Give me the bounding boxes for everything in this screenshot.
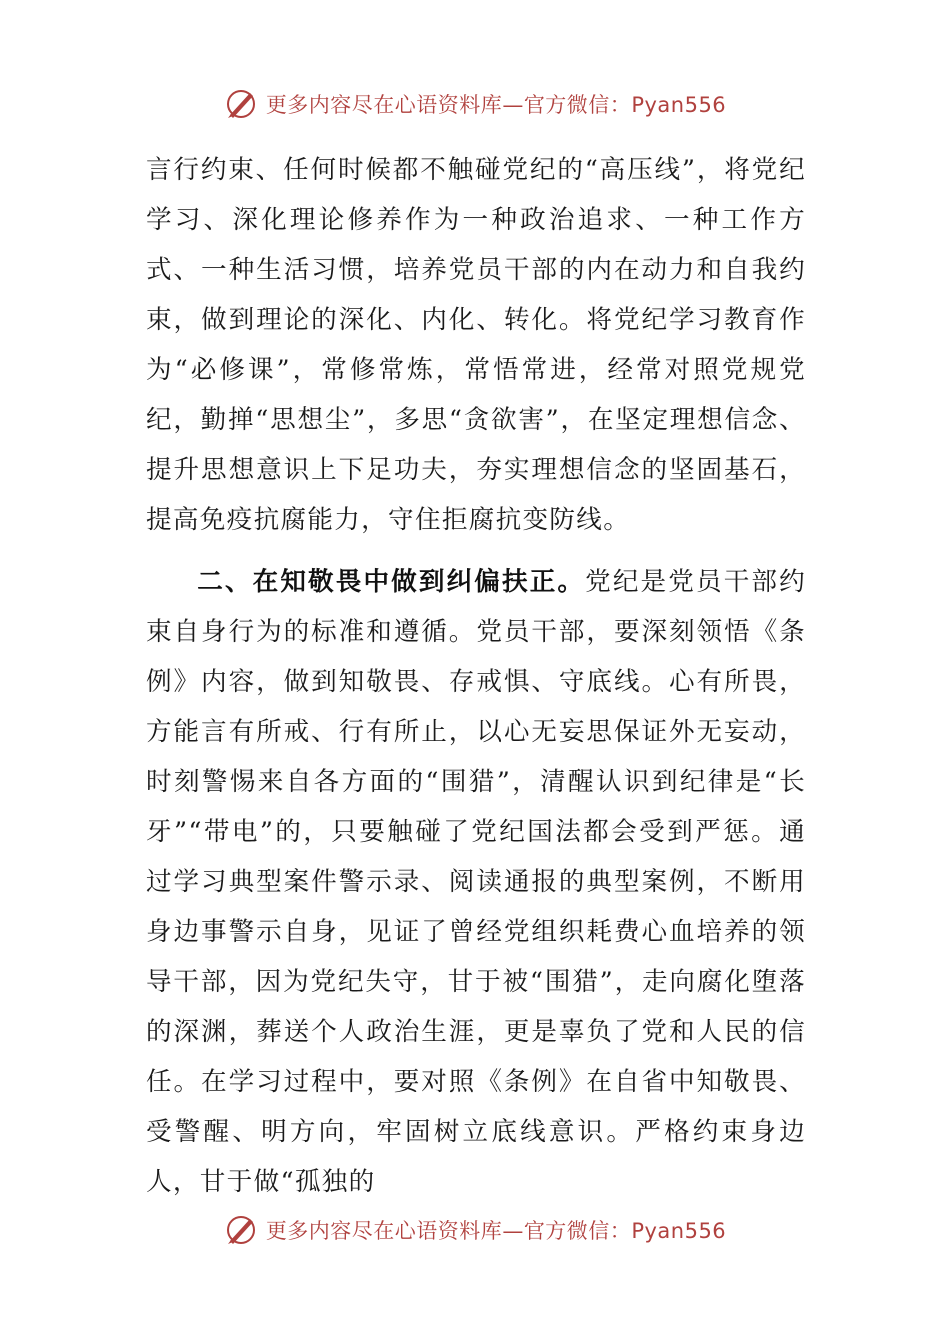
pen-circle-icon [224,1213,258,1247]
paragraph-1: 言行约束、任何时候都不触碰党纪的“高压线”，将党纪学习、深化理论修养作为一种政治追求、一种工作方式、一种生活习惯，培养党员干部的内在动力和自我约束，做到理论的深化、内化、转化。将党纪学习教育作为“必修课”，常修常炼，常悟常进，经常对照党规党纪，勤掸“思想尘”，多思“贪欲害”，在坚定理想信念、提升思想意识上下足功夫，夯实理想信念的坚固基石，提高免疫抗腐能力，守住拒腐抗变防线。 [146,155,806,535]
paragraph-2-text: 党纪是党员干部约束自身行为的标准和遵循。党员干部，要深刻领悟《条例》内容，做到知敬畏、存戒惧、守底线。心有所畏，方能言有所戒、行有所止，以心无妄思保证外无妄动，时刻警惕来自各方面的“围猎”，清醒认识到纪律是“长牙”“带电”的，只要触碰了党纪国法都会受到严惩。通过学习典型案件警示录、阅读通报的典型案例，不断用身边事警示自身，见证了曾经党组织耗费心血培养的领导干部，因为党纪失守，甘于被“围猎”，走向腐化堕落的深渊，葬送个人政治生涯，更是辜负了党和人民的信任。在学习过程中，要对照《条例》在自省中知敬畏、受警醒、明方向，牢固树立底线意识。严格约束身边人，甘于做“孤独的 [146,567,807,1197]
section-heading-2: 二、在知敬畏中做到纠偏扶正。 [197,567,586,597]
footer-watermark [0,1210,950,1250]
paragraph-2 [146,557,806,1207]
pen-circle-icon [224,87,258,121]
header-watermark [0,84,950,124]
watermark-text: 更多内容尽在心语资料库—官方微信：Pyan556 [265,93,727,117]
watermark-text: 更多内容尽在心语资料库—官方微信：Pyan556 [265,1219,727,1243]
document-body [146,145,806,1207]
